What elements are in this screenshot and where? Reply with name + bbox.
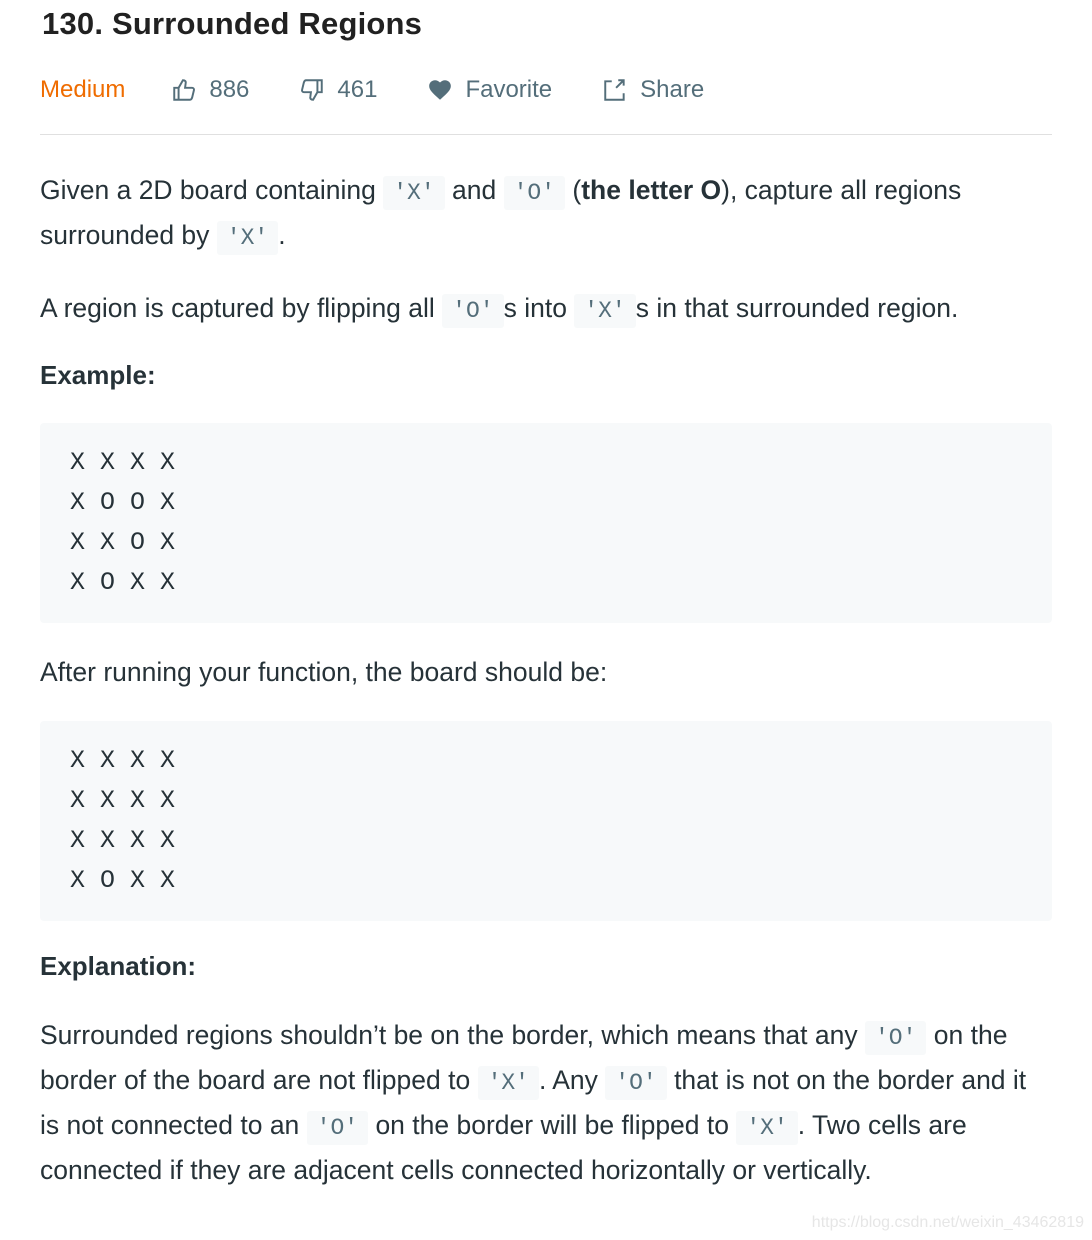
- problem-title: 130. Surrounded Regions: [42, 6, 423, 41]
- inline-code: 'O': [605, 1066, 666, 1100]
- text: (: [565, 175, 582, 205]
- explanation-paragraph: [40, 1014, 1052, 1191]
- inline-code: 'X': [736, 1111, 797, 1145]
- like-button[interactable]: [171, 76, 249, 104]
- text: s into: [503, 293, 575, 323]
- board-after-code-block: X X X X X X X X X X X X X O X X: [40, 721, 1052, 921]
- inline-code: 'O': [307, 1111, 368, 1145]
- watermark: https://blog.csdn.net/weixin_43462819: [811, 1214, 1084, 1231]
- inline-code: 'X': [383, 176, 444, 210]
- explanation-heading: Explanation:: [40, 951, 197, 981]
- text: ), capture all regions surrounded by: [40, 175, 962, 250]
- thumbs-down-icon: [299, 77, 325, 103]
- problem-meta-bar: [40, 68, 1052, 135]
- like-count: 886: [209, 76, 250, 103]
- example-heading: Example:: [40, 360, 156, 390]
- inline-code: 'X': [217, 221, 278, 255]
- text: Surrounded regions shouldn’t be on the border, which means that any: [40, 1020, 865, 1050]
- intro-paragraph: [40, 169, 1052, 259]
- text: A region is captured by flipping all: [40, 293, 443, 323]
- after-text: After running your function, the board should be:: [40, 657, 608, 687]
- bold-text: the letter O: [581, 175, 722, 205]
- text: and: [444, 175, 504, 205]
- text: on the border of the board are not flipped to: [40, 1020, 1008, 1095]
- text: . Two cells are connected if they are adjacent cells connected horizontally or vertically.: [40, 1110, 967, 1185]
- text: s in that surrounded region.: [635, 293, 959, 323]
- text: on the border will be flipped to: [368, 1110, 737, 1140]
- text: . Any: [538, 1065, 606, 1095]
- favorite-label: Favorite: [465, 76, 553, 103]
- text: .: [278, 220, 286, 250]
- board-before-code-block: X X X X X O O X X X O X X O X X: [40, 423, 1052, 623]
- dislike-count: 461: [337, 76, 378, 103]
- inline-code: 'O': [504, 176, 565, 210]
- text: that is not on the border and it is not connected to an: [40, 1065, 1027, 1140]
- dislike-button[interactable]: [299, 76, 377, 104]
- inline-code: 'O': [865, 1021, 926, 1055]
- capture-paragraph: [40, 287, 1052, 332]
- favorite-button[interactable]: [427, 76, 552, 104]
- share-icon: [602, 77, 628, 103]
- problem-description: [40, 0, 1052, 1191]
- inline-code: 'O': [442, 294, 503, 328]
- inline-code: 'X': [574, 294, 635, 328]
- heart-icon: [427, 77, 453, 103]
- share-label: Share: [640, 76, 705, 103]
- text: Given a 2D board containing: [40, 175, 384, 205]
- inline-code: 'X': [478, 1066, 539, 1100]
- thumbs-up-icon: [171, 77, 197, 103]
- difficulty-label: Medium: [40, 76, 126, 103]
- share-button[interactable]: [602, 76, 704, 104]
